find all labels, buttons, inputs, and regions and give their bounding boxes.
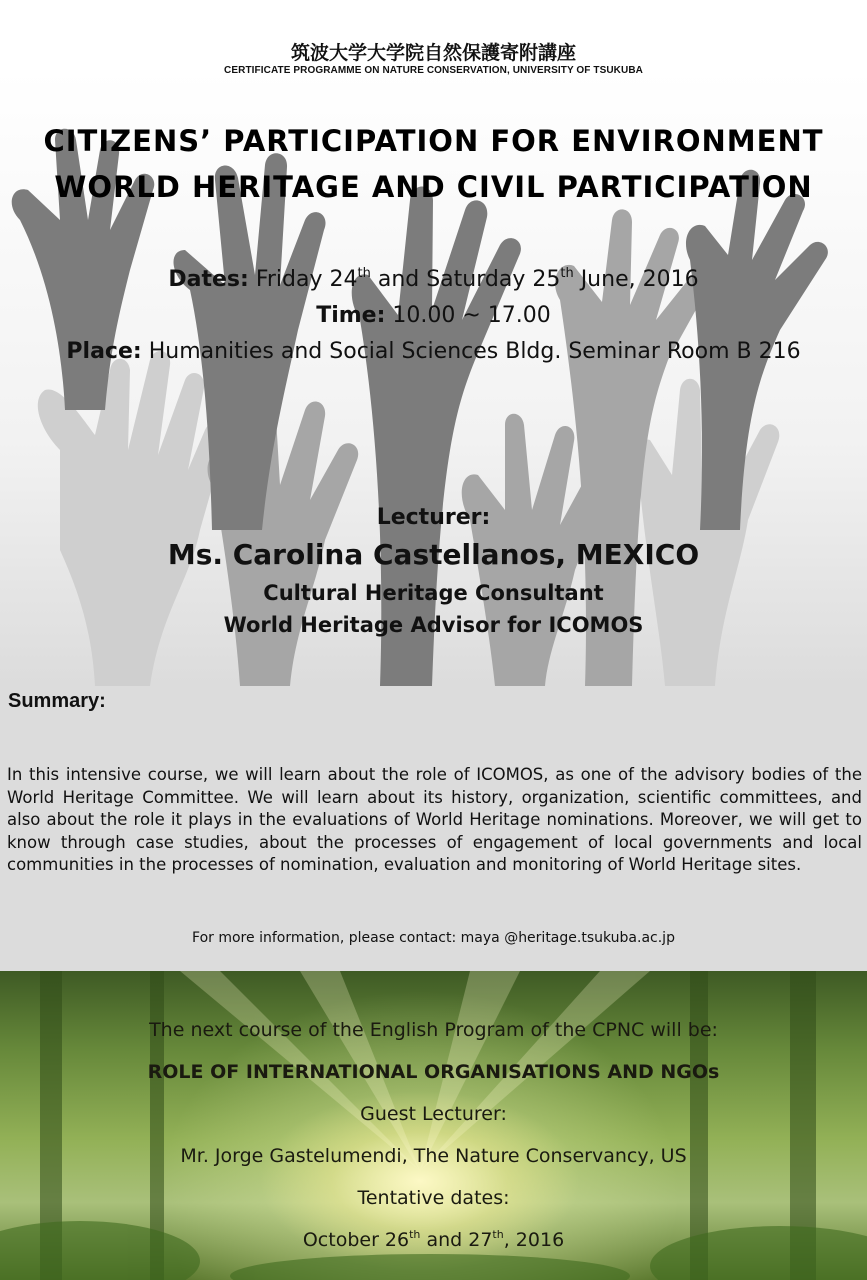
- header-english: CERTIFICATE PROGRAMME ON NATURE CONSERVATION, UNIVERSITY OF TSUKUBA: [224, 65, 643, 76]
- tentative-sup-1: th: [409, 1228, 421, 1241]
- summary-heading: Summary:: [8, 690, 106, 712]
- tentative-dates-post: , 2016: [503, 1229, 565, 1251]
- dates-label: Dates:: [168, 267, 249, 292]
- next-course-title: ROLE OF INTERNATIONAL ORGANISATIONS AND NGOs: [147, 1061, 720, 1083]
- title-line-2: WORLD HERITAGE AND CIVIL PARTICIPATION: [54, 170, 813, 204]
- dates-pre: Friday 24: [255, 267, 358, 292]
- dates-post: June, 2016: [573, 267, 699, 292]
- dates-mid: and Saturday 25: [370, 267, 561, 292]
- next-course-text: [0, 1009, 867, 1261]
- place-value: Humanities and Social Sciences Bldg. Seminar Room B 216: [148, 339, 801, 364]
- poster-title: [0, 118, 867, 210]
- tentative-dates-pre: October 26: [302, 1229, 410, 1251]
- time-line: [0, 298, 867, 334]
- place-line: [0, 334, 867, 370]
- summary-body: In this intensive course, we will learn about the role of ICOMOS, as one of the advisory bodies of the World Heritage Committee. We will learn about its history, organization, scientific committees, and also about the role it plays in the evaluations of World Heritage nominations. Moreover, we will get to know through case studies, about the processes of engagement of local governments and local communities in the processes of nomination, evaluation and monitoring of World Heritage sites.: [7, 765, 862, 874]
- lecturer-role-1: Cultural Heritage Consultant: [263, 581, 604, 605]
- time-value: 10.00 ~ 17.00: [392, 303, 551, 328]
- dates-sup-1: th: [357, 266, 371, 281]
- tentative-dates: [0, 1219, 867, 1261]
- forest-sunlight-photo: [0, 971, 867, 1280]
- guest-lecturer-name: Mr. Jorge Gastelumendi, The Nature Conservancy, US: [180, 1145, 687, 1167]
- title-line-1: CITIZENS’ PARTICIPATION FOR ENVIRONMENT: [43, 124, 824, 158]
- event-details: [0, 262, 867, 370]
- lecturer-name: Ms. Carolina Castellanos, MEXICO: [167, 538, 700, 571]
- lecturer-label: Lecturer:: [376, 505, 491, 530]
- summary-section: [0, 686, 867, 971]
- next-course-intro: The next course of the English Program of the CPNC will be:: [149, 1019, 718, 1041]
- guest-lecturer-label: Guest Lecturer:: [360, 1103, 507, 1125]
- time-label: Time:: [316, 303, 386, 328]
- contact-info: For more information, please contact: maya @heritage.tsukuba.ac.jp: [192, 930, 675, 946]
- lecturer-block: [0, 503, 867, 641]
- tentative-dates-label: Tentative dates:: [357, 1187, 510, 1209]
- tentative-sup-2: th: [492, 1228, 504, 1241]
- dates-line: [0, 262, 867, 298]
- header-japanese: 筑波大学大学院自然保護寄附講座: [290, 42, 576, 64]
- place-label: Place:: [66, 339, 142, 364]
- dates-sup-2: th: [560, 266, 574, 281]
- programme-header: [0, 42, 867, 78]
- tentative-dates-mid: and 27: [420, 1229, 493, 1251]
- lecturer-role-2: World Heritage Advisor for ICOMOS: [223, 613, 644, 637]
